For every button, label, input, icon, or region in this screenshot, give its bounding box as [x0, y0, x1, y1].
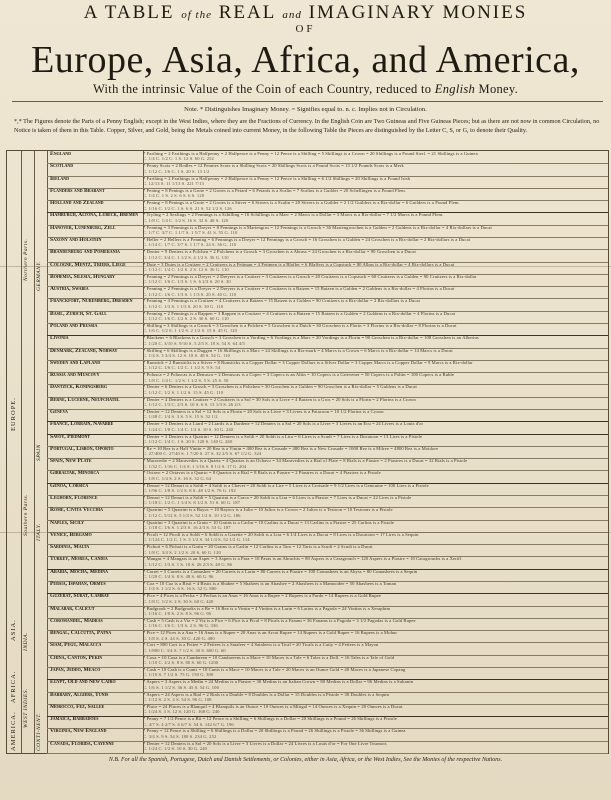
currency-row	[47, 728, 608, 741]
english-values: C. 1/7 C. 3/7 C. 1 1/7 S. 1 5/7 S. 41 S. 55 G. 110	[143, 230, 238, 236]
country-name: Sardinia, Malta	[50, 544, 90, 551]
currency-row	[47, 630, 608, 643]
region-west-indies: WEST INDIES.	[23, 688, 29, 728]
coin-equivalences: * Penny Scots = 2 Bodles = 12 Pennies Scots is a Shilling Scots = 20 Shillings Scots is a Pound Scots = 13 1/2 Pounds Scots is a Merk	[143, 163, 404, 169]
currency-row	[47, 667, 608, 680]
country-name: Morocco, Fez, Sallee	[50, 703, 105, 710]
coin-equivalences: * Re = 10 Rez is a Half Vintin = 20 Rez is a Vintin = 400 Rez is a Crusade = 480 Rez is a New Crusade = 1000 Rez is a Milree = 4800 Rez is a Moidore	[143, 445, 439, 451]
currency-row	[47, 323, 608, 336]
country-name: Cologne, Mentz, Triers, Liege	[50, 261, 126, 268]
english-values: C. 1/20 C. 1/4 S. 8 S. 48 S. 60 G. 96	[143, 574, 214, 580]
region-germany: GERMANY.	[36, 260, 42, 291]
country-name: Sweden and Lapland	[50, 359, 101, 366]
english-values: C. 27/400 C. 27/40 S. 1 7/20 S. 27 S. 32 2/5 S. 67 1/2 G. 324	[143, 451, 262, 457]
country-name: Guzerat, Surat, Cambay	[50, 593, 110, 600]
english-values: C. 1/12 C. 1/2 S. 1 1/2 S. 15 S. 45 G. 110	[143, 389, 224, 395]
currency-row	[47, 262, 608, 275]
title-imaginary-monies: IMAGINARY MONIES	[308, 2, 528, 23]
coin-equivalences: * Denier = 4 Deniers is a Cruitzer = 2 Cruitzers is a Sol = 30 Sols is a Livre = 4 Batzen is a Gros = 20 Sols is a Florin = 2 Florins is a Crown	[143, 396, 416, 402]
coin-equivalences: * Denier = 6 Deniers is a Grosch = 3 Groschen is a Poltchen = 30 Groschen is a Gulden = 90 Groschen is a Rix-dollar = 5 Guldens is a Ducat	[143, 384, 417, 390]
title-real: REAL	[218, 2, 276, 23]
currency-row	[47, 569, 608, 582]
english-values: C. 1/18 C. 1/2 C. 1 1/4 S. 8 1/2 S. 51 S. 60 G. 187	[143, 500, 240, 506]
currency-row	[47, 520, 608, 533]
subtitle-money: Money.	[478, 82, 519, 96]
coin-equivalences: * Maravedie = 2 Maravedies is a Quarta = 4 Quartas is an Ochavo = 34 Maravedies is a Rial of Plate = 8 Rials is a Piastre = 2 Piastres is a Ducat = 32 Rials is a Pistole	[143, 458, 468, 464]
region-continent: CONTI-NENT.	[36, 712, 42, 751]
region-divider-1	[21, 151, 22, 753]
currency-row	[47, 556, 608, 569]
english-values: C. 1/96 C. 1/8 S. 1/2 S. 8 S. 48 1/2 S. 76 G. 192	[143, 488, 236, 494]
currency-row	[47, 335, 608, 348]
region-india: INDIA.	[23, 631, 29, 651]
region-divider-2	[34, 151, 35, 753]
english-values: C. 1/8 C. 1/4 C. 1/2 S. 16 S. 32 S. 48 S. 120	[143, 217, 229, 223]
region-spain: SPAIN	[36, 444, 42, 461]
currency-table	[6, 150, 609, 754]
coin-equivalences: * Denier = 12 Deniers is a Sol = 12 Sols is a Florin = 20 Sols is a Livre = 3 Livres is a Patacoon = 10 1/2 Florins is a Crown	[143, 409, 384, 414]
country-name: Turkey, Morea, Candia	[50, 556, 108, 563]
english-values: C. 1/8 C. 1/2 S. 2 S. 30 S. 60 G. 420	[143, 598, 214, 604]
country-name: Barbary, Algiers, Tunis	[50, 691, 109, 698]
english-values: C. 1/24 S. 3 S. 12 S. 120 G. 168 G. 240	[143, 709, 220, 715]
country-name: Hanover, Lunenburg, Zell	[50, 224, 116, 231]
currency-row	[47, 507, 608, 520]
country-name: Flanders and Brabant	[50, 187, 105, 194]
currency-row	[47, 348, 608, 361]
country-name: Leghorn, Florence	[50, 495, 98, 501]
region-asia: ASIA.	[10, 619, 17, 641]
english-values: C. 1/8 C. 1/4 C. 1/2 S. 1 1/2 S. 5 S. 25 S. 50	[143, 377, 229, 383]
currency-row	[47, 421, 608, 434]
country-name: Ireland	[50, 175, 70, 182]
title-and: and	[282, 9, 302, 21]
english-values: C. 1/48 C. 1/4 S. 3 S. 5 S. 15 S. 52 1/2	[143, 414, 218, 420]
english-values: C. 1/12 C. 1/6 C. 1/2 S. 2 S. 30 S. 60 G. 110	[143, 316, 229, 322]
title-line-2: OF	[295, 23, 316, 35]
coin-equivalences: * Runstick = 2 Runsticks is a Stiver = 8 Runsticks is a Copper Dollar = 3 Copper Dollars is a Silver Dollar = 3 Copper Marcs is a Copper Dollar = 9 Marcs is a Rix-dollar	[143, 359, 473, 365]
english-values: C. 1/12 C. 1/3 S. 1 S. 10 S. 26 2/3 S. 40 G. 86	[143, 561, 233, 567]
currency-row	[47, 741, 608, 754]
coin-equivalences: * Fenning = 3 Fennings is a Dreyer = 8 Fennings is a Mariengros = 12 Fennings is a Grosch = 36 Mariengroschen is a Gulden = 2 Guldens is a Rix-dollar = 4 Rix-dollars is a Ducat	[143, 224, 492, 230]
currency-row	[47, 360, 608, 373]
coin-equivalences: * Fenning = 4 Fennings is a Cruitzer = 4 Cruitzers is a Batzen = 15 Batzen is a Gulden = 90 Cruitzers is a Rix-dollar = 2 Rix-dollars is a Ducat	[143, 298, 421, 304]
currency-row	[47, 225, 608, 238]
english-values: C. 1/32 C. 1/16 C. 1/4 S. 1 1/16 S. 8 1/2 S. 17 G. 204	[143, 463, 247, 469]
country-name: Persia, Ispahan, Ormus	[50, 581, 106, 587]
english-values: C. 1/12 C. 1/4 C. 1 S. 20 S. 120 S. 140 G. 260	[143, 438, 233, 444]
coin-equivalences: * Quatrini = 5 Quatrini is a Bayoc = 10 Bayocs is a Julio = 10 Julios is a Crown = 2 Julios is a Testoon = 10 Testoons is a Pistole	[143, 507, 393, 513]
english-values: C. 1/16 C. 1/2 C. 1 S. 6 S. 21 S. 52 1/2 S. 126	[143, 205, 232, 211]
country-name: Berne, Lucerne, Neufchatel	[50, 396, 120, 403]
english-values: C. 1/12 C. 1/6 C. 1 S. 20 S. 13 1/2	[143, 168, 210, 174]
country-name: Malabar, Calicut	[50, 605, 95, 612]
subtitle	[0, 82, 611, 97]
country-name: Gibraltar, Minorca	[50, 470, 100, 477]
coin-equivalences: * Octavo = 2 Octavos is a Quarto = 8 Quartos is a Rial = 8 Rials is a Piastre = 2 Piastres is a Ducat = 4 Piastres is a Pistole	[143, 470, 381, 476]
country-name: Savoy, Piedmont	[50, 433, 91, 440]
coin-equivalences: * Mangar = 4 Mangars is an Asper = 3 Aspers is a Para = 10 Paras is an Abrachis = 80 Aspers is a Caragrouch = 120 Aspers is a Piastre = 10 Caragrouchs is a Xeriff	[143, 556, 462, 562]
coin-equivalences: * Cash = 5 Cash is a Viz = 2 Viz is a Pice = 6 Pice is a Pical = 8 Picals is a Fanam = 36 Fanams is a Pagoda = 3 1/2 Pagodas is a Gold Rupee	[143, 617, 416, 623]
coin-equivalences: * Caxa = 10 Caxa is a Candareen = 10 Candareens is a Mace = 10 Maces is a Tale = 6 Tales is a Doll. = 16 Tales is a Tale of Gold	[143, 654, 395, 660]
english-values: C. 1/12 C. 1/6 C. 1/3 S. 1 S. 6 2/3 S. 20 S. 30	[143, 279, 231, 285]
currency-row	[47, 384, 608, 397]
country-name: Livonia	[50, 335, 69, 342]
currency-row	[47, 679, 608, 692]
paper-fold	[0, 532, 611, 533]
english-values: C. 1/18 C. 1/6 S. 1 2/3 S. 16 2/3 S. 53 G. 187	[143, 524, 231, 530]
currency-row	[47, 581, 608, 594]
country-name: Portugal, Lisbon, Oporto	[50, 445, 114, 452]
currency-row	[47, 618, 608, 631]
coin-equivalences: * Denari = 12 Denari is a Soldi = 5 Quatrini is a Craca = 20 Soldi is a Lira = 6 Lires is a Piastre = 7 Lires is a Ducat = 22 Lires is a Pistole	[143, 495, 412, 500]
coin-equivalences: * Farthing = 2 Farthings is a Halfpenny = 2 Halfpence is a Penny = 12 Pence is a Shilling = 5 Shillings is a Crown = 20 Shillings is a Pound Sterl. = 21 Shillings is a Guinea	[143, 151, 478, 156]
currency-row	[47, 606, 608, 619]
coin-equivalences: * Denier = 9 Deniers is a Polchen = 2 Polchens is a Grosch = 3 Groschen is a Abrass = 24 Groschen is a Rix-dollar = 90 Groschen is a Ducat	[143, 249, 416, 255]
coin-equivalences: * Blackens = 6 Blackens is a Grosch = 3 Groschen is a Vording = 6 Vordings is a Marc = 20 Vordings is a Florin = 90 Groschen is a Rix-dollar = 108 Groschen is an Albertus	[143, 335, 479, 341]
currency-row	[47, 409, 608, 422]
country-name: Denmark, Zealand, Norway	[50, 347, 118, 354]
english-values: C. 1/800 C. 3/4 S. 7 1/2 S. 30 S. 600 G. 60	[143, 647, 226, 653]
country-name: Genoa, Corsica	[50, 482, 89, 489]
english-values: C. 1/8 S. 2 S. 24 S. 30 G. 420 G. 480	[143, 635, 215, 641]
currency-row	[47, 704, 608, 717]
country-name: Brandenburg and Pomerania	[50, 249, 120, 256]
coin-equivalences: * Skilling = 6 Skillings is a Duggen = 16 Skillings is a Marc = 24 Skillings is a Rix-mark = 4 Marcs is a Crown = 6 Marcs is a Rix-dollar = 14 Marcs is a Ducat	[143, 347, 453, 353]
coin-equivalences: * Fenning = 2 Fennings is a Rappen = 3 Rappen is a Cruitzer = 4 Cruitzers is a Batzen = 15 Batzen is a Gulden = 2 Guldens is a Rix-dollar = 4 Florins is a Ducat	[143, 310, 456, 316]
coin-equivalences: * Carret = 5 Carrets is a Comashee = 20 Carrets is a Larin = 80 Carrets is a Piastre = 100 Comashees is an Abyss = 80 Comashees is a Sequin	[143, 568, 418, 574]
currency-row	[47, 495, 608, 508]
coin-equivalences: * Budgrook = 2 Budgrooks is a Re = 16 Rez is a Vintin = 4 Vintins is a Larin = 6 Larins is a Pagoda = 24 Vintins is a Xeraphim	[143, 605, 391, 611]
coin-equivalences: * Denari = 12 Denari is a Soldi = 4 Soldi is a Chavet = 20 Soldi is a Lire = 5 Lires is a Croisade = 9 1/2 Lires is a Genouine = 100 Lires is a Pistole	[143, 482, 429, 488]
currency-row	[47, 372, 608, 385]
country-name: Naples, Sicily	[50, 519, 85, 526]
english-values: C. 1/12 C. 1/3 S. 1 1/3 S. 20 S. 30 G. 110	[143, 303, 224, 309]
country-name: Venice, Bergamo	[50, 531, 92, 538]
english-values: C. 1/24 C. 1/8 C. 1/4 C. 1/2 S. 10 S. 30 G. 240	[143, 426, 234, 432]
english-values: C. 1/12 C. 1/3 C. 2/3 S. 10 S. 6 S. 13 1/3 S. 26 2/3	[143, 402, 241, 408]
country-name: England	[50, 151, 72, 157]
country-name: Spain, New Plate	[50, 458, 92, 465]
country-name: Virginia, New England	[50, 728, 107, 735]
currency-row	[47, 176, 608, 189]
country-name: Canada, Florida, Cayenne	[50, 740, 115, 747]
region-italy: ITALY.	[36, 523, 42, 541]
subtitle-text: With the intrinsic Value of the Coin of each Country, reduced to	[92, 82, 432, 96]
english-values: C. 1/6 S. 1 1/2 S. 36 S. 45 S. 54 G. 100	[143, 684, 219, 690]
currency-row	[47, 163, 608, 176]
english-values: C. 1/4 S. 3 3/4 S. 12 S. 18 S. 48 S. 54 G. 110	[143, 352, 231, 358]
english-values: C. 1/8 C. 3/4 S. 2 1/2 S. 20 S. 60 G. 120	[143, 549, 221, 555]
coin-equivalences: * Polusca = 2 Poluscas is a Denusca = 2 Denuscas is a Copec = 3 Copecs is an Altin = 10 Copecs is a Grievener = 50 Copecs is a Poltin = 100 Copecs is a Ruble	[143, 372, 455, 378]
coin-equivalences: * Pice = 4 Pices is a Pecha = 2 Pechas is an Anas = 16 Anas is a Rupee = 2 Rupees is a Pardo = 14 Rupees is a Gold Rupee	[143, 593, 382, 599]
coin-equivalences: * Penny = 12 Pence is a Shilling = 6 Shillings is a Dollar = 20 Shillings is a Pound = 26 Shillings is a Pistole = 36 Shillings is a Guinea	[143, 728, 406, 734]
english-values: C. 1/12 C. 3/4 C. 1 1/2 S. 4 1/2 S. 36 G. 110	[143, 254, 229, 260]
currency-row	[47, 483, 608, 496]
country-name: Basil, Zurich, St. Gall	[50, 310, 107, 317]
currency-row	[47, 151, 608, 164]
title-of-the: of the	[181, 9, 212, 21]
english-values: C. 1/12 C. 1/6 C. 1/2 C. 1 1/2 S. 9 S. 54	[143, 365, 221, 371]
region-europe: EUROPE.	[10, 397, 17, 431]
country-name: Bengal, Calcutta, Patna	[50, 630, 112, 637]
country-name: Egypt, Old and New Cairo	[50, 679, 116, 686]
english-values: C. 3/4 S. 9 S. 54 S. 180 S. 234 G. 252	[143, 733, 217, 739]
currency-row	[47, 716, 608, 729]
coin-equivalences: * Denier = 12 Deniers is a Sol = 20 Sols is a Livre = 3 Livres is a Dollar = 24 Livres is a Louis d'or = For One Livre Tournois	[143, 740, 387, 746]
currency-row	[47, 249, 608, 262]
english-values: C. 1/14 C. 1/7 C. 3/7 S. 1 1/7 S. 24 S. 36 G. 110	[143, 242, 237, 248]
title-continents: Europe, Asia, Africa, and America,	[31, 39, 580, 81]
country-name: Arabia, Mocha, Medina	[50, 568, 108, 575]
currency-row	[47, 311, 608, 324]
country-name: France, Lorrain, Navarre	[50, 421, 114, 428]
coin-equivalences: * Tryling = 2 Sexlings = 2 Fennings is a Schilling = 16 Schillings is a Marc = 2 Marcs is a Dollar = 3 Marcs is a Rix-dollar = 7 1/2 Marcs is a Pound Flem.	[143, 212, 444, 218]
english-values: C. 1/4 C. 1/2 C. 1 S. 12 S. 60 G. 252	[143, 156, 214, 162]
coin-equivalences: * Fenning = 2 Fennings is a Dreyer = 2 Dreyers is a Cruitzer = 4 Cruitzers is a Batzen = 15 Batzen is a Gulden = 2 Guldens is a Rix-dollar = 4 Florins is a Ducat	[143, 286, 455, 292]
country-name: Jamaica, Barbadoes	[50, 716, 99, 723]
coin-equivalences: * Farthing = 2 Farthings is a Halfpenny = 2 Halfpence is a Penny = 12 Pence is a Shilling = 6 1/2 Shillings = 20 Shillings is a Pound Irish	[143, 175, 410, 181]
region-southern: Southern Parts.	[23, 493, 29, 536]
english-values: C. 1/4 C. 1 S. 2 S. 6 S. 6 S. 120	[143, 193, 205, 199]
country-name: Holland and Zealand	[50, 200, 104, 207]
english-values: C. 1/12 C. 5/12 S. 5 1/4 S. 52 1/2 S. 10 1/2 G. 186	[143, 512, 241, 518]
currency-row	[47, 692, 608, 705]
country-name: Siam, Pegu, Malacca	[50, 642, 102, 649]
currency-row	[47, 642, 608, 655]
currency-row	[47, 434, 608, 447]
coin-equivalences: * Quatrini = 3 Quatrini is a Grain = 10 Grains is a Carlin = 10 Carlins is a Ducat = 13 Carlins is a Piastre = 25 Carlins is a Pistole	[143, 519, 395, 525]
coin-equivalences: * Aspers = 24 Aspers is a Rial = 2 Rials is a Double = 8 Doubles is a Dollar = 15 Doubles is a Pistole = 30 Doubles is a Sequin	[143, 691, 390, 697]
english-values: C. 1/10 C. 1/2 S. 8 S. 80 S. 60 G. 1200	[143, 660, 219, 666]
title-rule	[12, 101, 603, 102]
english-values: C. 1/124 C. 1/2 C. 1 S. 5 1/2 S. 34 1/4 S. 52 1/2 G. 114	[143, 537, 250, 543]
english-values: C. 4/7 S. 4 2/7 S. 6 6/7 S. 54 S. 142 6/7 G. 196	[143, 721, 234, 727]
currency-row	[47, 212, 608, 225]
coin-equivalences: * Pice = 12 Pices is a Ana = 16 Anas is a Rupee = 20 Anas is an Arcot Rupee = 14 Rupees is a Gold Rupee = 16 Rupees is a Mohur	[143, 630, 398, 636]
english-values: C. 1/24 C. 1/2 S. 10 S. 30 G. 240	[143, 746, 208, 752]
english-values: C. 1/16 C. 1/8 S. 2 S. 8 S. 96 G. 96	[143, 610, 212, 616]
title-a-table: A TABLE	[83, 2, 175, 23]
footnote: N.B. For all the Spanish, Portugese, Dutch and Danish Settlements, or Colonies, either in Asia, Africa, or the West Indies, See the Monies of the respective Nations.	[108, 757, 503, 763]
region-northern: Northern Parts.	[23, 238, 29, 281]
country-name: Franckfort, Nuremberg, Dresden	[50, 298, 133, 305]
coin-equivalences: * Shilling = 3 Shillings is a Grosch = 3 Groschen is a Polchen = 5 Groschen is a Dutch = 30 Groschen is a Florin = 3 Florins is a Rix-dollar = 8 Florins is a Ducat	[143, 323, 457, 328]
english-values: C. 1/16 C. 1/6 C. 1/3 S. 2 S. 96 G. 336	[143, 623, 218, 629]
english-values: C. 1/6 C. 1/2 S. 1 1/2 S. 2 1/2 S. 15 S. 45 G. 120	[143, 328, 238, 334]
coin-equivalences: * Dute = 3 Dutes is a Cruitzer = 2 Cruitzers is a Fettman = 4 Fettmen is a Blaffer = 6 Blaffers is a Copstuck = 80 Albus is a Rix-dollar = 4 Rix-dollars is a Ducat	[143, 261, 455, 267]
coin-equivalences: * Heller = 2 Hellers is a Fenning = 6 Fennings is a Dreyer = 12 Fennings is a Grosch = 16 Groschen is a Gulden = 24 Groschen is a Rix-dollar = 2 Rix-dollars is a Ducat	[143, 237, 471, 242]
country-name: Rome, Civita Vecchia	[50, 507, 104, 514]
currency-row	[47, 298, 608, 311]
country-name: Saxony and Holstein	[50, 237, 102, 243]
coin-equivalences: * Denier = 3 Deniers is a Liard = 2 Liards is a Dardene = 12 Deniers is a Sol = 20 Sols is a Livre = 3 Livres is an Ecu = 24 Livres is a Louis d'or	[143, 421, 424, 427]
country-name: Austria, Swabia	[50, 286, 89, 293]
coin-equivalences: * Cash = 10 Cash is a Cunis = 10 Cunis is a Mace = 10 Maces is a Tale = 20 Maces is an Ounce Gold = 40 Maces is a Japanese Copang	[143, 667, 406, 672]
currency-row	[47, 470, 608, 483]
currency-row	[47, 237, 608, 250]
country-name: Coromandel, Madras	[50, 617, 103, 624]
paper-fold	[0, 266, 611, 267]
coin-equivalences: * Penny = 7 1/2 Pence is a Bit = 12 Pence is a Shilling = 6 Shillings is a Dollar = 20 Shillings is a Pound = 26 Shillings is a Pistole	[143, 716, 397, 722]
currency-row	[47, 200, 608, 213]
currency-row	[47, 593, 608, 606]
currency-row	[47, 458, 608, 471]
english-values: C. 1/10 S. 7 1/2 S. 75 G. 150 G. 300	[143, 672, 214, 678]
english-values: C. 1/20 C. 3/10 S. 9/10 S. 5 2/5 S. 18 S. 54 S. 64 4/5	[143, 340, 245, 346]
title-line-1	[0, 2, 611, 24]
currency-row	[47, 274, 608, 287]
country-name: Dantzick, Koningsberg	[50, 384, 107, 391]
currency-row	[47, 532, 608, 545]
legend-note: Note. * Distinguishes Imaginary Money. = Signifies equal to. n. c. Implies not in Circulation.	[184, 106, 427, 113]
english-values: C. 1/12 C. 1/6 C. 1/3 S. 1 1/3 S. 20 S. 40 G. 110	[143, 291, 237, 297]
coin-equivalences: * Aspers = 3 Aspers is a Medin = 24 Medins is a Piastre = 30 Medins is an Italian Crown = 80 Medins is a Dollar = 96 Medins is a Sultanin	[143, 679, 414, 685]
country-name: Bohemia, Silesia, Hungary	[50, 273, 115, 280]
currency-row	[47, 188, 608, 201]
region-america: AMERICA.	[10, 711, 17, 751]
coin-equivalences: * Fluce = 24 Fluces is a Blanquil = 4 Blanquils is an Ounce = 10 Ounces is a Mitigal = 14 Ounces is a Xequin = 20 Ounces is a Ducat	[143, 703, 403, 709]
coin-equivalences: * Fenning = 2 Fennings is a Dreyer = 2 Dreyers is a Cruitzer = 3 Cruitzers is a Grosch = 20 Cruitzers is a Copstuck = 60 Cruitzers is a Gulden = 90 Cruitzers is a Rix-dollar	[143, 273, 477, 279]
coin-equivalences: * Pichoii = 6 Pichoii is a Grain = 20 Grains is a Carlin = 12 Carlins is a Taro = 12 Taris is a Scudi = 2 Scudi is a Ducat	[143, 544, 373, 550]
currency-row	[47, 286, 608, 299]
country-name: Hamburgh, Altona, Lubeck, Bremen	[50, 212, 139, 219]
country-name: Russia and Muscovy	[50, 372, 100, 379]
english-values: C. 1/12 C. 1/4 C. 1/2 S. 2 S. 12 S. 36 G. 110	[143, 266, 229, 272]
english-values: C. 12/13 S. 11 1/13 S. 221 7/13	[143, 180, 204, 186]
coin-equivalences: * Coz = 10 Coz is a Bisti = 4 Bistis is a Shahee = 5 Shahees is an Abashee = 2 Abashees is a Mamoodee = 50 Abashees is a Toman	[143, 581, 397, 586]
country-name: China, Canton, Pekin	[50, 654, 103, 661]
coin-equivalences: * Cori = 800 Cori is a Fettee = 2 Fettees is a Sataleer = 4 Sataleers is a Tical = 20 Ticals is a Catty = 4 Fettees is a Mayon	[143, 642, 379, 648]
english-values: C. 1/4 S. 1 1/2 S. 6 S. 16 S. 32 G. 800	[143, 586, 217, 592]
region-africa: AFRICA.	[10, 670, 17, 703]
english-values: C. 1/8 C. 1/4 S. 2 S. 16 S. 32 G. 64	[143, 475, 212, 481]
english-values: C. 1/12 S. 2 S. 4 S. 54 S. 96 G. 108	[143, 696, 212, 702]
currency-row	[47, 446, 608, 459]
coin-equivalences: * Pening = 8 Penings is a Grote = 2 Grotes is a Petard = 6 Petards is a Scalin = 7 Scalins is a Guilder = 20 Schellingen is a Pound Flem.	[143, 187, 407, 193]
coin-equivalences: * Denier = 3 Deniers is a Quatrini = 12 Deniers is a Soldi = 20 Soldi is a Lira = 6 Lires is a Scudi = 7 Lires is a Ducatoon = 13 Lires is a Pistole	[143, 433, 422, 439]
country-name: Geneva	[50, 409, 68, 415]
coin-equivalences: * Pening = 8 Penings is a Grote = 2 Grotes is a Stiver = 6 Stivers is a Scalin = 20 Stivers is a Guilder = 2 1/2 Guilders is a Rix-dollar = 6 Guilders is a Pound Flem.	[143, 200, 460, 206]
subtitle-english: English	[434, 82, 476, 96]
country-name: Scotland	[50, 163, 74, 170]
country-name: Japan, Jeddo, Meaco	[50, 667, 101, 673]
coin-equivalences: * Picoli = 12 Picoli is a Soldi = 6 Soldi is a Gazette = 20 Soldi is a Lira = 6 1/4 Lires is a Ducat = 8 Lires is a Ducatoon = 17 Lires is a Sequin	[143, 531, 419, 537]
currency-row	[47, 544, 608, 557]
country-name: Poland and Prussia	[50, 323, 98, 329]
explanation-note: *,* The Figures denote the Parts of a Penny English; except in the West Indies, where they are the Fractions of Currency. In the English Coin are Two Guineas and Five Guineas Pieces; but as there are not now in common Circulation, no Notice is taken of them in this Table. Copper, Silver, and Gold, being the Metals coined into current Money, in the following Table the Pieces are distinguished by the Letter C, S, or G, to denote their Quality.	[14, 118, 600, 134]
currency-row	[47, 655, 608, 668]
currency-row	[47, 397, 608, 410]
